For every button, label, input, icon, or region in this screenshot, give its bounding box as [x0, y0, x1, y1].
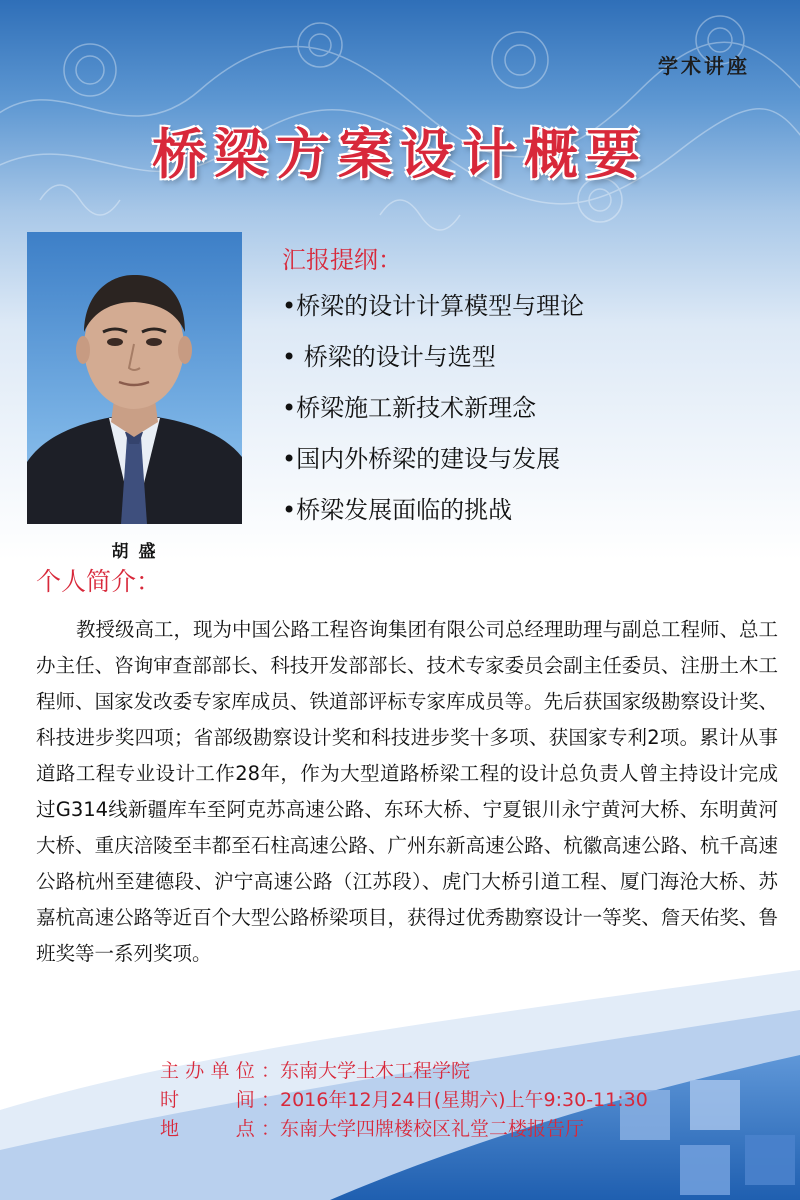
time-value: 2016年12月24日(星期六)上午9:30-11:30	[280, 1089, 648, 1111]
outline-item: •桥梁施工新技术新理念	[282, 394, 537, 422]
time-row	[160, 1086, 648, 1115]
speaker-name: 胡 盛	[111, 542, 158, 562]
outline-item: •桥梁的设计计算模型与理论	[282, 292, 585, 320]
bio-heading: 个人简介：	[36, 567, 162, 596]
place-value: 东南大学四牌楼校区礼堂二楼报告厅	[280, 1118, 585, 1140]
event-info	[160, 1057, 648, 1144]
outline-list	[282, 290, 584, 545]
outline-item: •国内外桥梁的建设与发展	[282, 445, 561, 473]
host-value: 东南大学土木工程学院	[280, 1060, 471, 1082]
host-row	[160, 1057, 648, 1086]
host-label: 主办单位：	[160, 1060, 280, 1082]
lecture-tag: 学术讲座	[658, 54, 750, 78]
portrait-icon	[27, 232, 242, 524]
outline-heading: 汇报提纲：	[282, 246, 402, 274]
bio-paragraph: 教授级高工，现为中国公路工程咨询集团有限公司总经理助理与副总工程师、总工办主任、咨询审查部部长、科技开发部部长、技术专家委员会副主任委员、注册土木工程师、国家发改委专家库成员、铁道部评标专家库成员等。先后获国家级勘察设计奖、科技进步奖四项；省部级勘察设计奖和科技进步奖十多项、获国家专利2项。累计从事道路工程专业设计工作28年，作为大型道路桥梁工程的设计总负责人曾主持设计完成过G314线新疆库车至阿克苏高速公路、东环大桥、宁夏银川永宁黄河大桥、东明黄河大桥、重庆涪陵至丰都至石柱高速公路、广州东新高速公路、杭徽高速公路、杭千高速公路杭州至建德段、沪宁高速公路（江苏段）、虎门大桥引道工程、厦门海沧大桥、苏嘉杭高速公路等近百个大型公路桥梁项目，获得过优秀勘察设计一等奖、詹天佑奖、鲁班奖等一系列奖项。	[36, 618, 779, 965]
time-label: 时 间：	[160, 1089, 280, 1111]
place-row	[160, 1115, 648, 1144]
place-label: 地 点：	[160, 1118, 280, 1140]
outline-item: •桥梁发展面临的挑战	[282, 496, 513, 524]
outline-item: • 桥梁的设计与选型	[282, 343, 496, 371]
poster-title: 桥梁方案设计概要	[152, 123, 648, 186]
speaker-photo	[27, 232, 242, 524]
